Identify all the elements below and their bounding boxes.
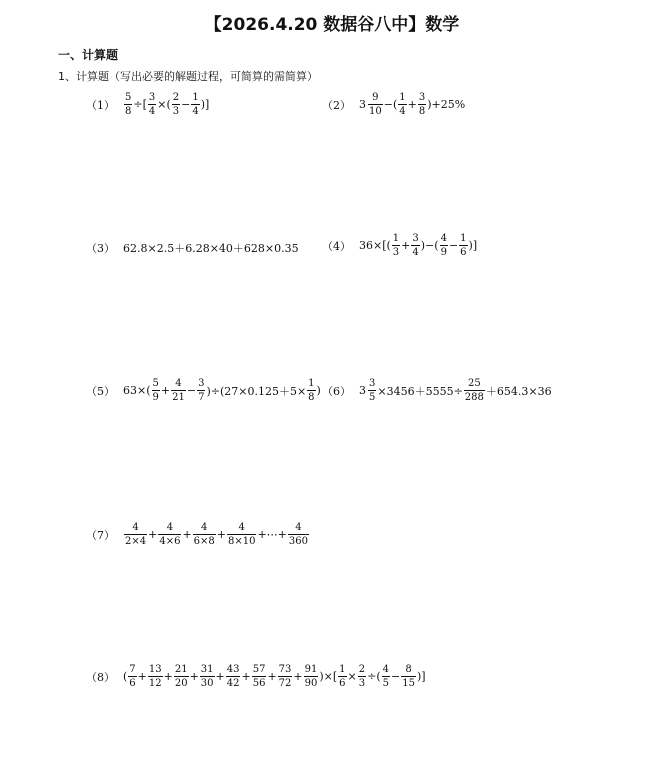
problem-expression	[123, 240, 299, 256]
fraction-bar	[358, 676, 366, 677]
problem-number: （5）	[86, 384, 115, 398]
expression-text: 62.8×2.5＋6.28×40＋628×0.35	[123, 242, 299, 255]
fraction-bar	[392, 245, 400, 246]
numerator: 4	[132, 522, 139, 533]
expression-text: +	[267, 670, 277, 683]
expression-text: +	[163, 670, 173, 683]
numerator: 5	[152, 378, 159, 389]
denominator: 6	[339, 678, 346, 689]
expression-text: +	[407, 98, 417, 111]
fraction-bar	[440, 245, 448, 246]
problem-7	[86, 522, 310, 547]
problem-number: （6）	[322, 384, 351, 398]
numerator: 57	[252, 664, 266, 675]
fraction-bar	[152, 390, 160, 391]
expression-text: +	[160, 384, 171, 397]
problem-5	[86, 378, 321, 403]
fraction-bar	[401, 676, 416, 677]
numerator: 3	[412, 233, 419, 244]
fraction	[440, 233, 448, 258]
expression-text: ÷[	[133, 98, 147, 111]
expression-text: )×[	[319, 670, 338, 683]
expression-text: ＋654.3×36	[485, 384, 552, 398]
fraction	[148, 664, 163, 689]
denominator: 4	[148, 106, 156, 117]
whole-part: 3	[359, 98, 366, 111]
fraction	[382, 664, 390, 689]
denominator: 8×10	[227, 536, 256, 547]
fraction-bar	[418, 104, 426, 105]
denominator: 6	[460, 247, 467, 258]
fraction-bar	[227, 534, 256, 535]
denominator: 42	[226, 678, 240, 689]
denominator: 30	[200, 678, 214, 689]
fraction	[172, 92, 180, 117]
problem-8	[86, 664, 426, 689]
fraction	[338, 664, 346, 689]
fraction-bar	[368, 104, 383, 105]
expression-text: +	[241, 670, 251, 683]
fraction-bar	[197, 390, 205, 391]
expression-text: 36×[(	[359, 239, 391, 252]
expression-text: ×	[347, 670, 357, 683]
denominator: 4	[412, 247, 419, 258]
numerator: 8	[405, 664, 412, 675]
denominator: 8	[308, 392, 315, 403]
numerator: 4	[295, 522, 302, 533]
expression-text: +⋯+	[257, 528, 287, 541]
problem-expression	[123, 664, 426, 689]
expression-text: )]	[416, 670, 426, 683]
problem-1	[86, 92, 209, 117]
problem-number: （7）	[86, 528, 115, 542]
expression-text: −	[181, 98, 191, 111]
fraction-bar	[124, 534, 147, 535]
expression-text: )	[316, 384, 321, 397]
numerator: 43	[226, 664, 240, 675]
fraction-bar	[382, 676, 390, 677]
fraction	[307, 378, 315, 403]
expression-text: )]	[200, 98, 210, 111]
fraction-bar	[398, 104, 406, 105]
fraction-bar	[148, 676, 163, 677]
numerator: 25	[467, 378, 481, 389]
fraction-bar	[174, 676, 189, 677]
problem-expression	[123, 92, 209, 117]
problem-expression	[359, 378, 552, 403]
whole-part: 3	[359, 384, 366, 397]
problem-6	[322, 378, 552, 403]
denominator: 9	[152, 392, 159, 403]
fraction	[278, 664, 293, 689]
fraction	[392, 233, 400, 258]
problem-4	[322, 233, 477, 258]
fraction-bar	[226, 676, 241, 677]
fraction	[191, 92, 199, 117]
fraction	[464, 378, 485, 403]
problem-number: （8）	[86, 670, 115, 684]
fraction-bar	[172, 104, 180, 105]
fraction	[197, 378, 205, 403]
expression-text: +	[216, 528, 226, 541]
fraction-bar	[128, 676, 136, 677]
fraction	[288, 522, 309, 547]
fraction	[226, 664, 241, 689]
fraction	[148, 92, 156, 117]
mixed-number	[359, 378, 377, 403]
fraction-bar	[464, 390, 485, 391]
numerator: 13	[148, 664, 162, 675]
numerator: 2	[358, 664, 366, 675]
problem-expression	[123, 378, 321, 403]
fraction	[128, 664, 136, 689]
expression-text: +	[137, 670, 147, 683]
page-title: 【2026.4.20 数据谷八中】数学	[204, 15, 460, 35]
denominator: 7	[198, 392, 205, 403]
fraction-bar	[158, 534, 181, 535]
expression-text: (	[123, 670, 128, 683]
section-heading: 一、计算题	[58, 48, 119, 62]
fraction	[158, 522, 181, 547]
denominator: 8	[125, 106, 132, 117]
denominator: 90	[304, 678, 318, 689]
fraction-bar	[124, 104, 132, 105]
fraction-bar	[288, 534, 309, 535]
numerator: 5	[125, 92, 132, 103]
denominator: 4	[399, 106, 406, 117]
fraction	[227, 522, 256, 547]
fraction	[171, 378, 186, 403]
fraction	[124, 522, 147, 547]
expression-text: +	[215, 670, 225, 683]
expression-text: )÷(27×0.125＋5×	[206, 384, 307, 398]
numerator: 4	[166, 522, 174, 533]
fraction-bar	[191, 104, 199, 105]
expression-text: −	[186, 384, 197, 397]
denominator: 10	[369, 106, 382, 117]
fraction	[124, 92, 132, 117]
mixed-number	[359, 92, 384, 117]
numerator: 3	[369, 378, 376, 389]
expression-text: −	[391, 670, 401, 683]
numerator: 1	[308, 378, 315, 389]
fraction	[152, 378, 160, 403]
numerator: 31	[200, 664, 214, 675]
fraction	[200, 664, 215, 689]
fraction	[193, 522, 216, 547]
fraction-bar	[278, 676, 293, 677]
denominator: 21	[172, 392, 185, 403]
numerator: 2	[172, 92, 180, 103]
expression-text: ×3456＋5555÷	[377, 384, 463, 398]
expression-text: −(	[383, 98, 398, 111]
denominator: 5	[382, 678, 390, 689]
problem-number: （2）	[322, 98, 351, 112]
fraction	[304, 664, 319, 689]
expression-text: −	[448, 239, 459, 252]
fraction-bar	[338, 676, 346, 677]
denominator: 72	[278, 678, 292, 689]
numerator: 1	[339, 664, 346, 675]
denominator: 3	[172, 106, 180, 117]
denominator: 6	[129, 678, 136, 689]
problem-3	[86, 240, 299, 256]
denominator: 12	[148, 678, 162, 689]
numerator: 1	[460, 233, 467, 244]
fraction	[459, 233, 467, 258]
expression-text: +	[401, 239, 411, 252]
numerator: 3	[198, 378, 205, 389]
numerator: 1	[392, 233, 400, 244]
expression-text: +	[182, 528, 192, 541]
denominator: 8	[418, 106, 426, 117]
denominator: 2×4	[125, 536, 147, 547]
expression-text: ÷(	[367, 670, 381, 683]
denominator: 360	[288, 536, 308, 547]
fraction-bar	[200, 676, 215, 677]
fraction-bar	[411, 245, 419, 246]
fraction-bar	[459, 245, 467, 246]
denominator: 6×8	[193, 536, 215, 547]
expression-text: +	[189, 670, 199, 683]
numerator: 4	[238, 522, 245, 533]
numerator: 21	[174, 664, 188, 675]
expression-text: 63×(	[123, 384, 151, 397]
problem-number: （3）	[86, 242, 115, 255]
numerator: 4	[382, 664, 390, 675]
expression-text: )+25%	[427, 98, 466, 111]
denominator: 288	[464, 392, 484, 403]
numerator: 4	[201, 522, 208, 533]
numerator: 9	[372, 92, 379, 103]
numerator: 1	[399, 92, 406, 103]
problem-expression	[359, 92, 465, 117]
fraction-bar	[252, 676, 267, 677]
fraction	[398, 92, 406, 117]
expression-text: ×(	[157, 98, 171, 111]
fraction-bar	[148, 104, 156, 105]
fraction-bar	[193, 534, 216, 535]
numerator: 7	[129, 664, 136, 675]
fraction	[401, 664, 416, 689]
fraction	[368, 92, 383, 117]
fraction	[358, 664, 366, 689]
fraction-bar	[307, 390, 315, 391]
numerator: 73	[278, 664, 292, 675]
fraction	[174, 664, 189, 689]
problem-2	[322, 92, 465, 117]
instruction-text: 1、计算题（写出必要的解题过程，可简算的需简算）	[58, 70, 318, 83]
expression-text: )]	[468, 239, 478, 252]
fraction-bar	[368, 390, 376, 391]
numerator: 91	[304, 664, 318, 675]
numerator: 4	[440, 233, 447, 244]
denominator: 4	[192, 106, 199, 117]
fraction	[368, 378, 376, 403]
expression-text: +	[148, 528, 158, 541]
problem-expression	[359, 233, 477, 258]
expression-text: )−(	[420, 239, 439, 252]
denominator: 15	[402, 678, 415, 689]
numerator: 3	[148, 92, 156, 103]
expression-text: +	[293, 670, 303, 683]
denominator: 9	[440, 247, 447, 258]
fraction	[411, 233, 419, 258]
problem-expression	[123, 522, 310, 547]
denominator: 20	[174, 678, 188, 689]
fraction	[418, 92, 426, 117]
denominator: 3	[358, 678, 366, 689]
denominator: 4×6	[159, 536, 181, 547]
denominator: 5	[369, 392, 376, 403]
numerator: 3	[418, 92, 426, 103]
fraction-bar	[304, 676, 319, 677]
denominator: 56	[252, 678, 266, 689]
denominator: 3	[392, 247, 400, 258]
fraction	[252, 664, 267, 689]
numerator: 4	[175, 378, 182, 389]
numerator: 1	[192, 92, 199, 103]
fraction-bar	[171, 390, 186, 391]
problem-number: （4）	[322, 239, 351, 253]
problem-number: （1）	[86, 98, 115, 112]
